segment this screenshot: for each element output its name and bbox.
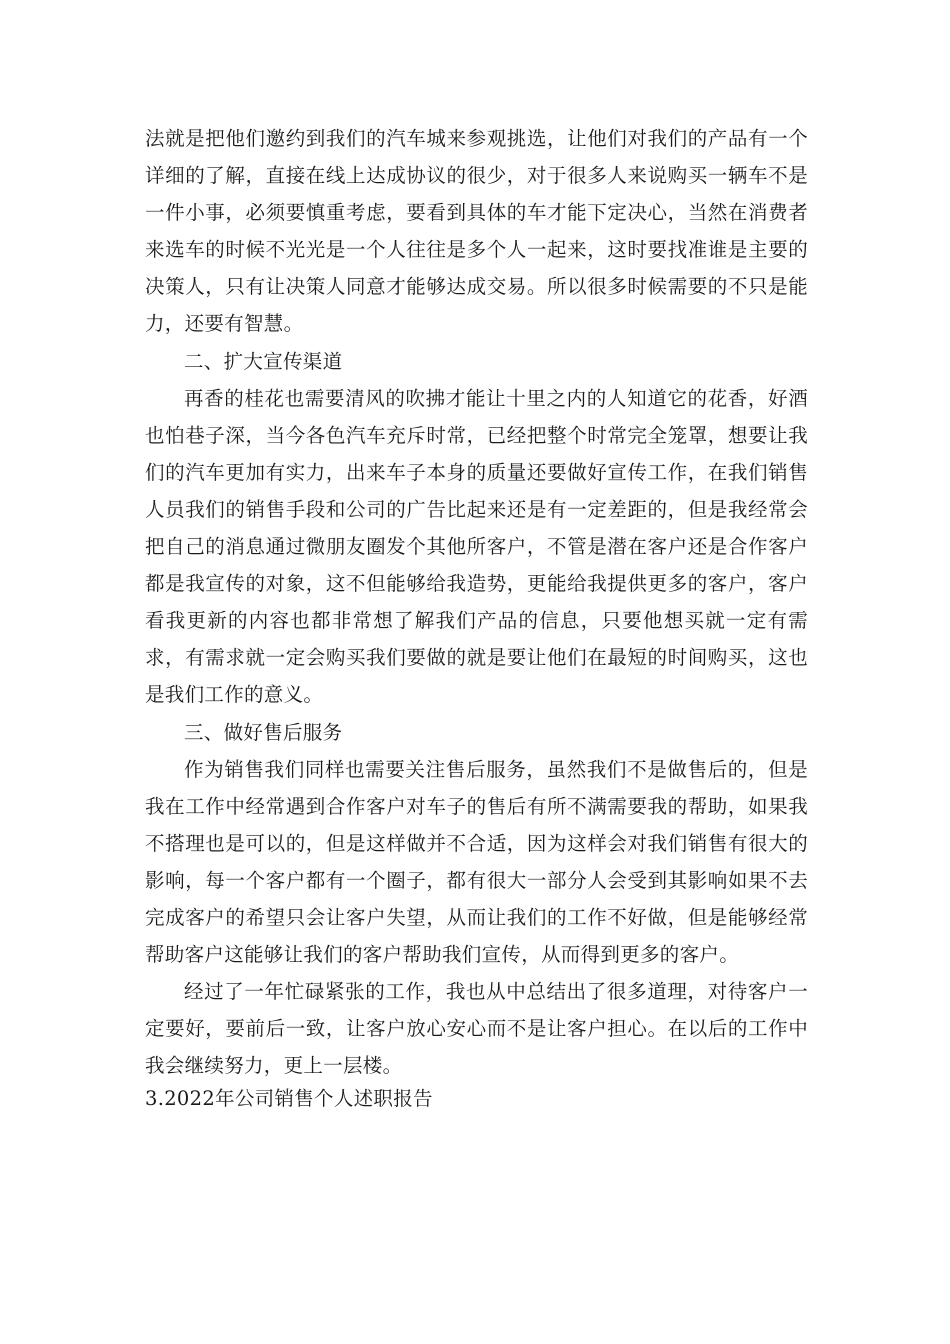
paragraph-continuation: 法就是把他们邀约到我们的汽车城来参观挑选，让他们对我们的产品有一个详细的了解，直接在线上达成协议的很少，对于很多人来说购买一辆车不是一件小事，必须要慎重考虑，要看到具体的车才能下定决心，当然在消费者来选车的时候不光光是一个人往往是多个人一起来，这时要找准谁是主要的决策人，只有让决策人同意才能够达成交易。所以很多时候需要的不只是能力，还要有智慧。 <box>145 127 808 336</box>
subheading-expand-promotion: 二、扩大宣传渠道 <box>184 349 343 373</box>
subheading-after-sales: 三、做好售后服务 <box>184 720 343 744</box>
paragraph-promotion: 再香的桂花也需要清风的吹拂才能让十里之内的人知道它的花香，好酒也怕巷子深，当今各色汽车充斥时常，已经把整个时常完全笼罩，想要让我们的汽车更加有实力，出来车子本身的质量还要做好宣传工作，在我们销售人员我们的销售手段和公司的广告比起来还是有一定差距的，但是我经常会把自己的消息通过微朋友圈发个其他所客户，不管是潜在客户还是合作客户都是我宣传的对象，这不但能够给我造势，更能给我提供更多的客户，客户看我更新的内容也都非常想了解我们产品的信息，只要他想买就一定有需求，有需求就一定会购买我们要做的就是要让他们在最短的时间购买，这也是我们工作的意义。 <box>145 386 808 707</box>
paragraph-conclusion: 经过了一年忙碌紧张的工作，我也从中总结出了很多道理，对待客户一定要好，要前后一致，让客户放心安心而不是让客户担心。在以后的工作中我会继续努力，更上一层楼。 <box>145 980 808 1078</box>
section-heading: 3.2022年公司销售个人述职报告 <box>145 1087 433 1110</box>
document-body <box>145 120 808 1084</box>
paragraph-after-sales: 作为销售我们同样也需要关注售后服务，虽然我们不是做售后的，但是我在工作中经常遇到合作客户对车子的售后有所不满需要我的帮助，如果我不搭理也是可以的，但是这样做并不合适，因为这样会对我们销售有很大的影响，每一个客户都有一个圈子，都有很大一部分人会受到其影响如果不去完成客户的希望只会让客户失望，从而让我们的工作不好做，但是能够经常帮助客户这能够让我们的客户帮助我们宣传，从而得到更多的客户。 <box>145 757 808 967</box>
